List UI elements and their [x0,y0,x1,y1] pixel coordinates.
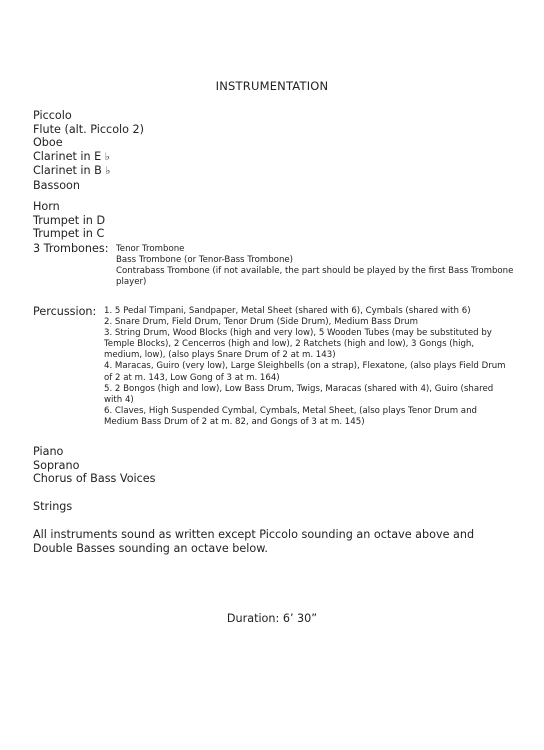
trombones-label: 3 Trombones: [33,242,109,255]
percussion-item: 5. 2 Bongos (high and low), Low Bass Drum, Twigs, Maracas (shared with 4), Guiro (shared with 4) [104,383,494,405]
brass-section [33,200,105,241]
instrument-piccolo: Piccolo [33,109,72,122]
instrument-bassoon: Bassoon [33,178,80,192]
percussion-item: 3. String Drum, Wood Blocks (high and very low), 5 Wooden Tubes (may be substituted by Temple Blocks), 2 Cencerros (high and low), 2 Ratchets (high and low), 3 Gongs (high, medium, low), (also plays Snare Drum of 2 at m. 143) [104,328,492,361]
instrument-chorus: Chorus of Bass Voices [33,472,156,486]
trombone-item: Bass Trombone (or Tenor-Bass Trombone) [116,255,294,266]
flat-symbol: ♭ [104,150,110,163]
page-title: INSTRUMENTATION [215,79,329,93]
instrument-clarinet-bb [33,164,144,179]
trombones-list [116,244,516,288]
instrument-flute: Flute (alt. Piccolo 2) [33,122,145,136]
trombone-item: Tenor Trombone [116,244,185,254]
instrument-piano: Piano [33,445,64,458]
percussion-item: 2. Snare Drum, Field Drum, Tenor Drum (Side Drum), Medium Bass Drum [104,317,419,328]
flat-symbol: ♭ [105,165,111,178]
instrument-oboe: Oboe [33,136,63,150]
instrument-trumpet-c: Trumpet in C [33,227,105,241]
instrument-soprano: Soprano [33,458,80,472]
instrument-horn: Horn [33,200,60,213]
transposition-note: All instruments sound as written except Piccolo sounding an octave above and Double Basses sounding an octave below. [33,528,475,556]
percussion-label: Percussion: [33,305,97,318]
instrument-clarinet-eb [33,150,144,165]
percussion-item: 4. Maracas, Guiro (very low), Large Sleighbells (on a strap), Flexatone, (also plays Field Drum of 2 at m. 143, Low Gong of 3 at m. 164) [104,361,506,383]
duration: Duration: 6’ 30” [226,612,318,625]
woodwinds-section [33,109,144,193]
clarinet-bb-name: Clarinet in B [33,164,102,178]
keyboard-voices-section [33,445,156,486]
percussion-list [104,306,514,428]
percussion-item: 6. Claves, High Suspended Cymbal, Cymbals, Metal Sheet, (also plays Tenor Drum and Medium Bass Drum of 2 at m. 82, and Gongs of 3 at m. 145) [104,405,477,427]
percussion-item: 1. 5 Pedal Timpani, Sandpaper, Metal Sheet (shared with 6), Cymbals (shared with 6) [104,306,471,316]
trombone-item: Contrabass Trombone (if not available, the part should be played by the first Bass Trombone player) [116,266,514,288]
instrument-strings: Strings [33,500,73,513]
instrument-trumpet-d: Trumpet in D [33,213,106,227]
clarinet-eb-name: Clarinet in E [33,149,102,163]
